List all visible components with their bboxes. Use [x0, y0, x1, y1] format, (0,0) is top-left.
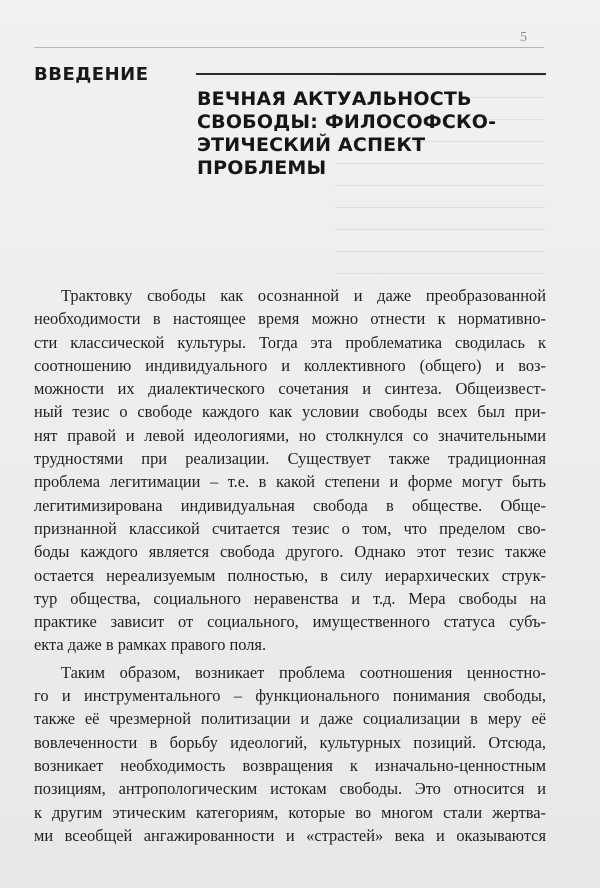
text-line: трудностями при реализации. Существует также традиционная	[34, 449, 546, 469]
section-label: ВВЕДЕНИЕ	[34, 64, 149, 85]
paragraph	[34, 661, 546, 847]
text-line: вовлеченности в борьбу идеологий, культурных позиций. Отсюда,	[34, 732, 546, 752]
running-header-rule	[34, 47, 544, 48]
page-number: 5	[520, 30, 527, 45]
text-line: практике зависит от социального, имущественного статуса субъ-	[34, 612, 546, 632]
text-line: соотношению индивидуального и коллективного (общего) и воз-	[34, 355, 546, 375]
text-line: боды каждого является свобода другого. Однако этот тезис также	[34, 542, 546, 562]
body-text	[34, 284, 546, 847]
text-line: Трактовку свободы как осознанной и даже преобразованной	[61, 286, 546, 305]
text-line: го и инструментального – функционального понимания свободы,	[34, 686, 546, 706]
text-line: к другим этическим категориям, которые во многом стали жертва-	[34, 802, 546, 822]
chapter-title	[197, 88, 542, 180]
chapter-title-line: СВОБОДЫ: ФИЛОСОФСКО-	[197, 111, 497, 133]
text-line: сти классической культуры. Тогда эта проблематика сводилась к	[34, 332, 546, 352]
text-line: остается нереализуемым полностью, в силу иерархических струк-	[34, 565, 546, 585]
title-rule	[196, 73, 546, 75]
text-line: возникает необходимость возвращения к изначально-ценностным	[34, 755, 546, 775]
text-line: проблема легитимации – т.е. в какой степени и форме могут быть	[34, 472, 546, 492]
chapter-title-line: ВЕЧНАЯ АКТУАЛЬНОСТЬ	[197, 88, 472, 110]
text-line: ми всеобщей ангажированности и «страстей» века и оказываются	[34, 825, 546, 845]
text-line: тур общества, социального неравенства и т.д. Мера свободы на	[34, 588, 546, 608]
text-line: екта даже в рамках правого поля.	[34, 635, 267, 655]
text-line: необходимости в настоящее время можно отнести к нормативно-	[34, 309, 546, 329]
text-line: позициям, антропологическим истокам свободы. Это относится и	[34, 779, 546, 799]
text-line: также её чрезмерной политизации и даже социализации в меру её	[34, 709, 546, 729]
chapter-title-line: ПРОБЛЕМЫ	[197, 157, 327, 179]
chapter-title-line: ЭТИЧЕСКИЙ АСПЕКТ	[197, 134, 426, 156]
text-line: Таким образом, возникает проблема соотношения ценностно-	[61, 662, 546, 682]
text-line: можности их диалектического сочетания и синтеза. Общеизвест-	[34, 379, 546, 399]
text-line: нят правой и левой идеологиями, но столкнулся со значительными	[34, 425, 546, 445]
paragraph	[34, 284, 546, 657]
text-line: признанной классикой считается тезис о том, что пределом сво-	[34, 518, 546, 538]
text-line: легитимизирована индивидуальная свобода в обществе. Обще-	[34, 495, 546, 515]
text-line: ный тезис о свободе каждого как условии свободы всех был при-	[34, 402, 546, 422]
